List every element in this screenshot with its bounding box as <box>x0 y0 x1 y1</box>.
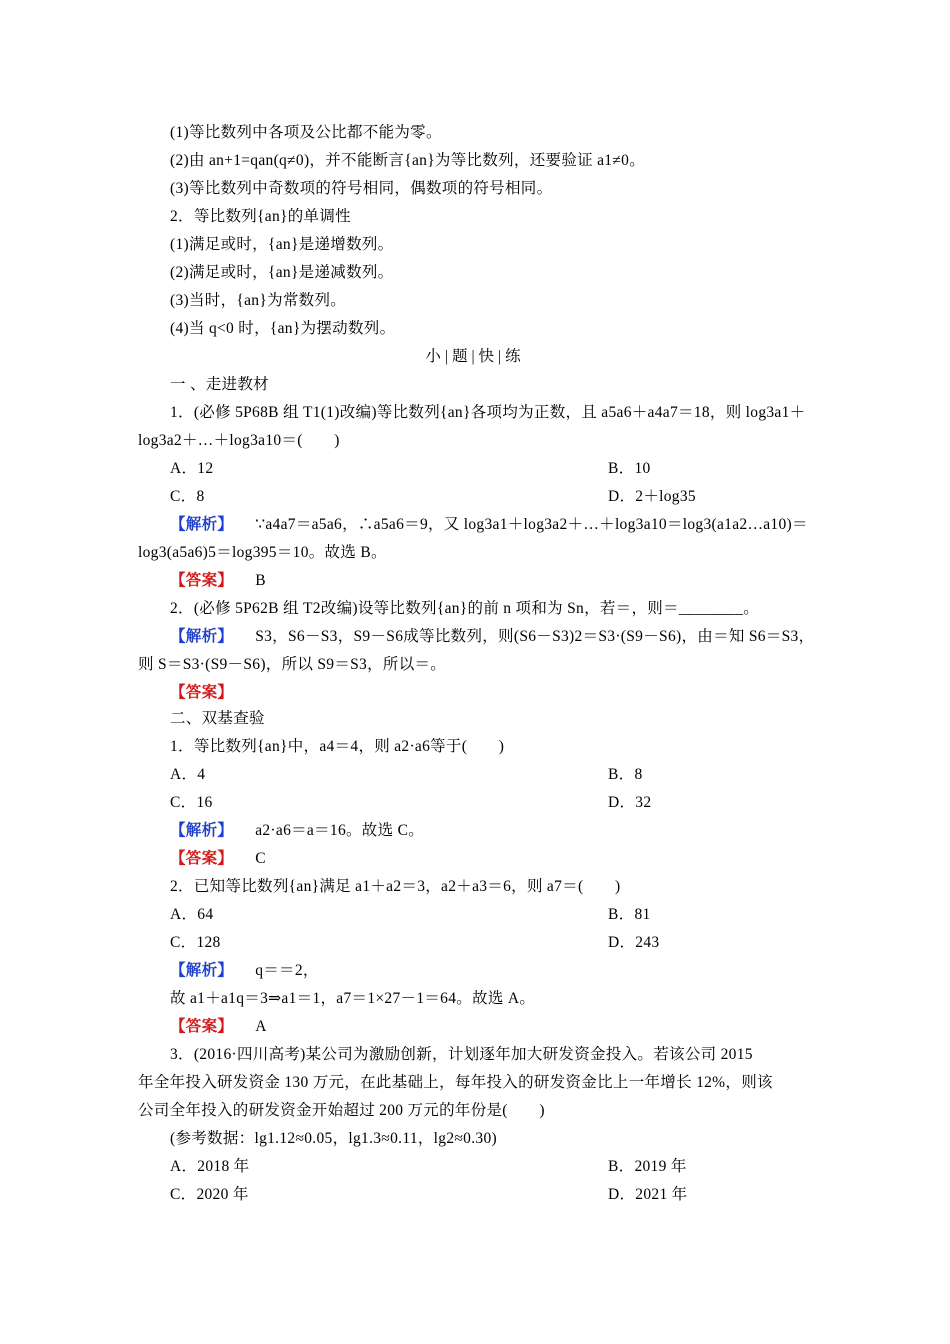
note-line: (1)满足或时，{an}是递增数列。 <box>170 236 394 253</box>
option-a: A．2018 年 <box>170 1158 250 1175</box>
note-line: (4)当 q<0 时，{an}为摆动数列。 <box>170 320 396 337</box>
answer-value: B <box>255 572 266 589</box>
question-stem: log3a2＋…＋log3a10＝( ) <box>138 432 340 449</box>
analysis-label: 【解析】 <box>170 962 234 979</box>
option-c: C．16 <box>170 794 213 811</box>
answer-line <box>170 1013 850 1041</box>
answer-line <box>170 567 850 595</box>
question-stem: 1．(必修 5P68B 组 T1(1)改编)等比数列{an}各项均为正数，且 a5a6＋a4a7＝18，则 log3a1＋ <box>170 404 806 421</box>
question-stem: 3．(2016·四川高考)某公司为激励创新，计划逐年加大研发资金投入。若该公司 2015 <box>170 1046 753 1063</box>
option-d: D．243 <box>608 934 660 951</box>
part1-heading: 一 、走进教材 <box>170 376 269 393</box>
analysis-text: a2·a6＝a＝16。故选 C。 <box>255 822 425 839</box>
options-row <box>138 789 818 817</box>
analysis-line <box>170 957 850 985</box>
option-c: C．8 <box>170 488 205 505</box>
answer-label: 【答案】 <box>170 684 234 701</box>
subheading-monotonicity: 2．等比数列{an}的单调性 <box>170 208 351 225</box>
analysis-line <box>170 511 850 539</box>
options-row <box>138 455 818 483</box>
question-stem: 2．已知等比数列{an}满足 a1＋a2＝3，a2＋a3＝6，则 a7＝( ) <box>170 878 621 895</box>
options-row <box>138 901 818 929</box>
analysis-label: 【解析】 <box>170 516 234 533</box>
analysis-text: S3，S6－S3，S9－S6成等比数列，则(S6－S3)2＝S3·(S9－S6)，由＝知 S6＝S3， <box>255 628 815 645</box>
option-b: B．8 <box>608 766 643 783</box>
part2-heading: 二、双基查验 <box>170 710 265 727</box>
option-b: B．81 <box>608 906 651 923</box>
options-row <box>138 929 818 957</box>
answer-line <box>170 679 850 707</box>
analysis-line <box>170 623 850 651</box>
option-d: D．2＋log35 <box>608 488 696 505</box>
option-a: A．4 <box>170 766 206 783</box>
options-row <box>138 1153 818 1181</box>
note-line: (3)等比数列中奇数项的符号相同，偶数项的符号相同。 <box>170 180 553 197</box>
option-b: B．2019 年 <box>608 1158 687 1175</box>
question-stem: 2．(必修 5P62B 组 T2改编)设等比数列{an}的前 n 项和为 Sn，若＝，则＝________。 <box>170 600 760 617</box>
option-a: A．12 <box>170 460 214 477</box>
section-title: 小|题|快|练 <box>425 348 525 365</box>
analysis-label: 【解析】 <box>170 628 234 645</box>
note-line: (2)满足或时，{an}是递减数列。 <box>170 264 394 281</box>
answer-line <box>170 845 850 873</box>
question-stem: 公司全年投入的研发资金开始超过 200 万元的年份是( ) <box>138 1102 545 1119</box>
answer-label: 【答案】 <box>170 572 234 589</box>
option-d: D．2021 年 <box>608 1186 688 1203</box>
answer-value: A <box>255 1018 267 1035</box>
option-a: A．64 <box>170 906 214 923</box>
analysis-text: 则 S＝S3·(S9－S6)，所以 S9＝S3，所以＝。 <box>138 656 447 673</box>
option-d: D．32 <box>608 794 652 811</box>
options-row <box>138 761 818 789</box>
options-row <box>138 483 818 511</box>
analysis-text: 故 a1＋a1q＝3⇒a1＝1，a7＝1×27－1＝64。故选 A。 <box>170 990 536 1007</box>
options-row <box>138 1181 818 1209</box>
note-line: (3)当时，{an}为常数列。 <box>170 292 347 309</box>
analysis-line <box>170 817 850 845</box>
note-line: (1)等比数列中各项及公比都不能为零。 <box>170 124 442 141</box>
option-c: C．128 <box>170 934 221 951</box>
answer-label: 【答案】 <box>170 850 234 867</box>
note-line: (2)由 an+1=qan(q≠0)，并不能断言{an}为等比数列，还要验证 a1≠0。 <box>170 152 645 169</box>
answer-label: 【答案】 <box>170 1018 234 1035</box>
question-stem: 年全年投入研发资金 130 万元，在此基础上，每年投入的研发资金比上一年增长 12%，则该 <box>138 1074 773 1091</box>
question-stem: 1．等比数列{an}中，a4＝4，则 a2·a6等于( ) <box>170 738 505 755</box>
analysis-label: 【解析】 <box>170 822 234 839</box>
analysis-text: ∵a4a7＝a5a6，∴a5a6＝9，又 log3a1＋log3a2＋…＋log3a10＝log3(a1a2…a10)＝ <box>255 516 808 533</box>
option-c: C．2020 年 <box>170 1186 249 1203</box>
analysis-text: log3(a5a6)5＝log395＝10。故选 B。 <box>138 544 387 561</box>
answer-value: C <box>255 850 266 867</box>
reference-data: (参考数据：lg1.12≈0.05，lg1.3≈0.11，lg2≈0.30) <box>170 1130 497 1147</box>
option-b: B．10 <box>608 460 651 477</box>
analysis-text: q＝＝2， <box>255 962 319 979</box>
